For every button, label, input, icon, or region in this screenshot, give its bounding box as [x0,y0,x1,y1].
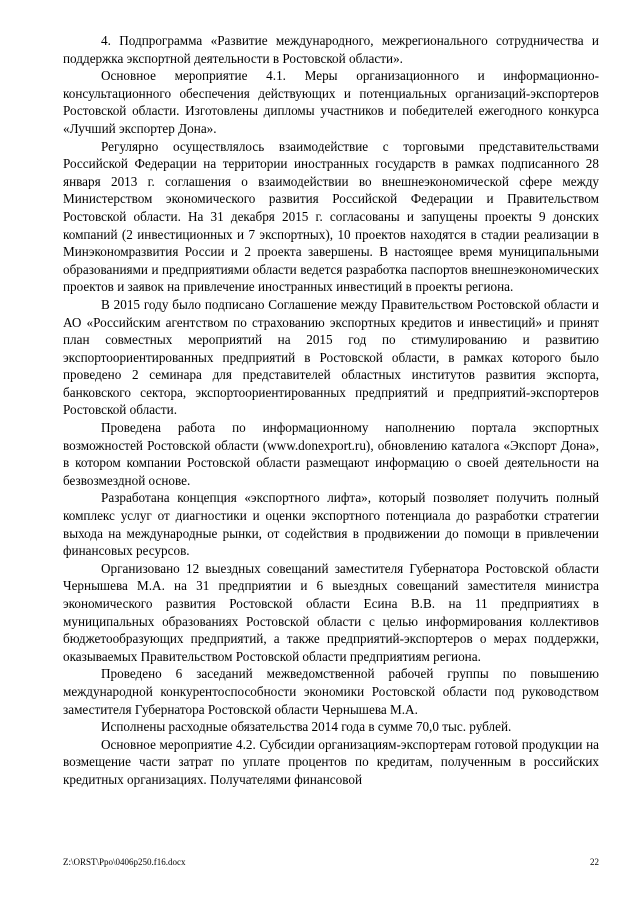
paragraph-export-lift: Разработана концепция «экспортного лифта», который позволяет получить полный комплекс услуг от диагностики и оценки экспортного потенциала до разработки стратегии выхода на международные рынки, от содействия в продвижении до помощи в привлечении финансовых ресурсов. [63,490,599,559]
paragraph-export-portal: Проведена работа по информационному наполнению портала экспортных возможностей Ростовской области (www.donexport.ru), обновлению каталога «Экспорт Дона», в котором компании Ростовской области размещают информацию о своей деятельности на безвозмездной основе. [63,420,599,488]
document-body [63,32,599,789]
paragraph-measure-4-2: Основное мероприятие 4.2. Субсидии организациям-экспортерам готовой продукции на возмещение части затрат по уплате процентов по кредитам, полученным в российских кредитных организациях. Получателями финансовой [63,736,599,787]
paragraph-subprogram-title: 4. Подпрограмма «Развитие международного, межрегионального сотрудничества и поддержка экспортной деятельности в Ростовской области». [63,33,599,66]
paragraph-agreement-2015: В 2015 году было подписано Соглашение между Правительством Ростовской области и АО «Российским агентством по страхованию экспортных кредитов и инвестиций» и принят план совместных мероприятий на 2015 год по стимулированию и развитию экспортоориентированных предприятий в Ростовской области, в рамках которого было проведено 2 семинара для представителей областных институтов развития экспорта, банковского сектора, экспортоориентированных предприятий и предприятий-экспортеров Ростовской области. [63,296,599,418]
paragraph-trade-missions: Регулярно осуществлялось взаимодействие с торговыми представительствами Российской Федерации на территории иностранных государств в рамках подписанного 28 января 2013 г. соглашения о взаимодействии во внешнеэкономической сфере между Министерством экономического развития Российской Федерации и Правительством Ростовской области. На 31 декабря 2015 г. согласованы и запущены проекты 9 донских компаний (2 инвестиционных и 7 экспортных), 10 проектов находятся в стадии реализации в Минэкономразвития России и 2 проекта завершены. В настоящее время муниципальными образованиями и предприятиями области ведется разработка паспортов внешнеэкономических проектов и заявок на привлечение иностранных инвестиций в проекты региона. [63,138,599,295]
paragraph-measure-4-1: Основное мероприятие 4.1. Меры организационного и информационно-консультационного обеспечения действующих и потенциальных организаций-экспортеров Ростовской области. Изготовлены дипломы участников и победителей ежегодного конкурса «Лучший экспортер Дона». [63,68,599,136]
paragraph-expenditures-2014: Исполнены расходные обязательства 2014 года в сумме 70,0 тыс. рублей. [101,719,512,735]
file-path: Z:\ORST\Ppo\0406p250.f16.docx [63,857,186,867]
paragraph-working-group: Проведено 6 заседаний межведомственной рабочей группы по повышению международной конкурентоспособности экономики Ростовской области под руководством заместителя Губернатора Ростовской области Чернышева М.А. [63,666,599,717]
page-number: 22 [590,857,599,867]
paragraph-field-meetings: Организовано 12 выездных совещаний заместителя Губернатора Ростовской области Чернышева М.А. на 31 предприятии и 6 выездных совещаний заместителя министра экономического развития Ростовской области Есина В.В. на 11 предприятиях в муниципальных образованиях Ростовской области с целью информирования коллективов бюджетообразующих предприятий, а также предприятий-экспортеров о мерах поддержки, оказываемых Правительством Ростовской области предприятиям региона. [63,560,599,664]
